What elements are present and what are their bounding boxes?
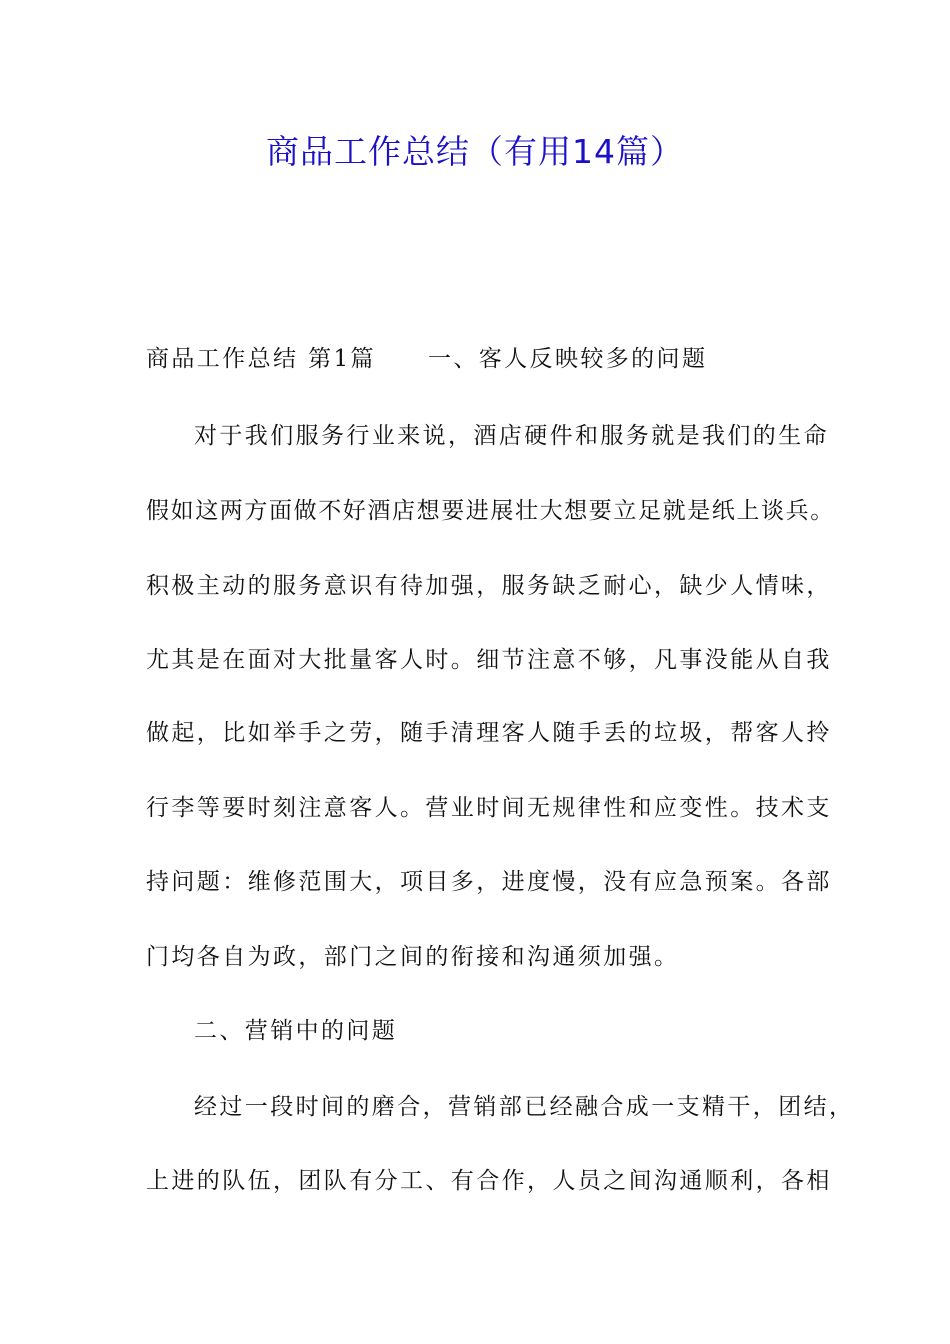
section-header-line (146, 342, 707, 376)
paragraph-line: 做起，比如举手之劳，随手清理客人随手丢的垃圾，帮客人拎 (146, 720, 832, 746)
document-title: 商品工作总结（有用14篇） (266, 132, 684, 171)
paragraph-line: 对于我们服务行业来说，酒店硬件和服务就是我们的生命 (194, 423, 829, 449)
paragraph-line: 持问题：维修范围大，项目多，进度慢，没有应急预案。各部 (146, 869, 832, 895)
paragraph-line: 假如这两方面做不好酒店想要进展壮大想要立足就是纸上谈兵。 (146, 498, 835, 524)
paragraph-line: 经过一段时间的磨合，营销部已经融合成一支精干，团结， (194, 1094, 855, 1120)
paragraph-line: 门均各自为政，部门之间的衔接和沟通须加强。 (146, 944, 680, 970)
section-heading-2: 二、营销中的问题 (194, 1018, 398, 1044)
section-heading: 一、客人反映较多的问题 (427, 346, 708, 372)
paragraph-line: 积极主动的服务意识有待加强，服务缺乏耐心，缺少人情味， (146, 573, 832, 599)
paragraph-line: 尤其是在面对大批量客人时。细节注意不够，凡事没能从自我 (146, 647, 832, 673)
paragraph-line: 行李等要时刻注意客人。营业时间无规律性和应变性。技术支 (146, 795, 832, 821)
section-label: 商品工作总结 第1篇 (146, 346, 376, 372)
paragraph-line: 上进的队伍，团队有分工、有合作，人员之间沟通顺利，各相 (146, 1168, 832, 1194)
